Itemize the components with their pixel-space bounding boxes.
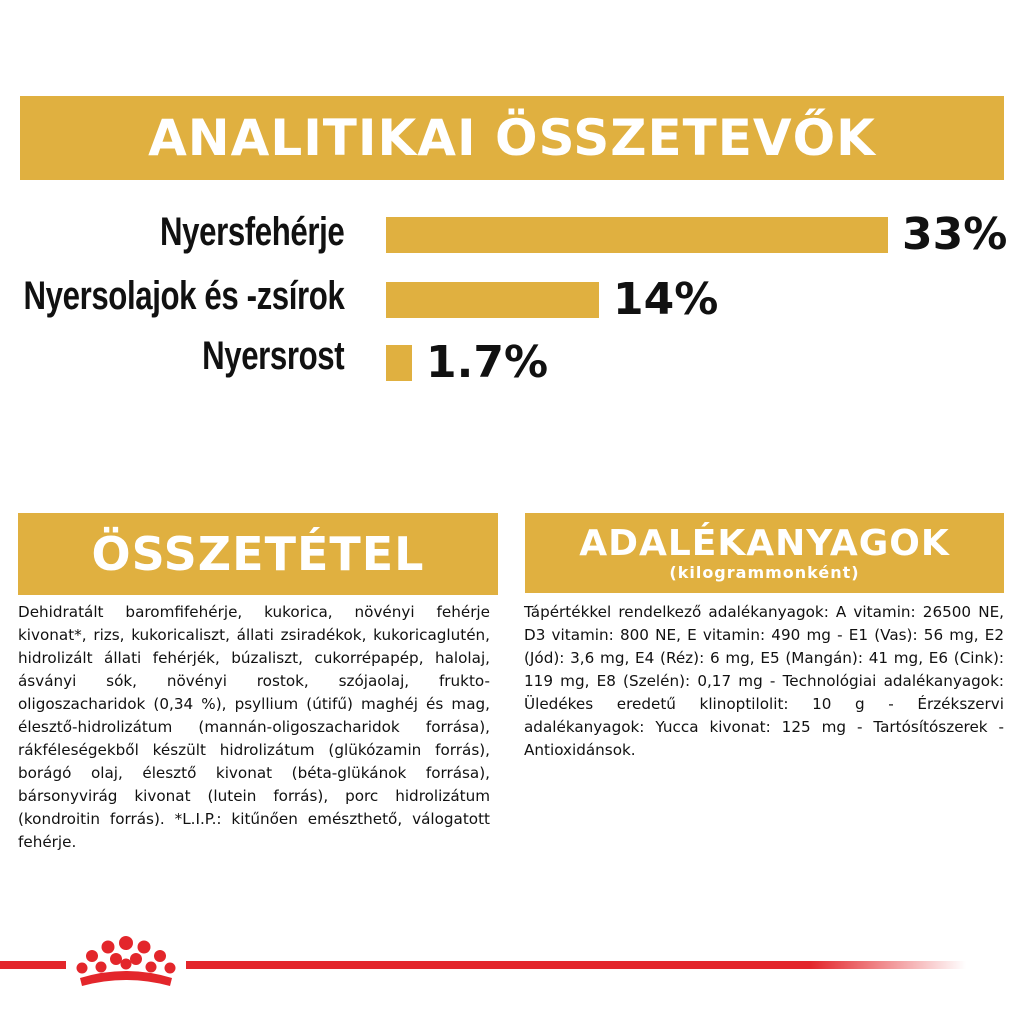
additives-banner (525, 513, 1004, 593)
composition-heading: ÖSSZETÉTEL (91, 527, 425, 581)
composition-text: Dehidratált baromfifehérje, kukorica, növényi fehérje kivonat*, rizs, kukoricaliszt, állati zsiradékok, kukoricaglutén, hidrolizált állati fehérjék, búzaliszt, cukorrépapép, halolaj, ásványi sók, növényi rostok, szójaolaj, frukto-oligoszacharidok (0,34 %), psyllium (útifű) maghéj és mag, élesztő-hidrolizátum (mannán-oligoszacharidok forrása), rákféleségekből készült hidrolizátum (glükózamin forrás), borágó olaj, élesztő kivonat (béta-glükánok forrása), bársonyvirág kivonat (lutein forrás), porc hidrolizátum (kondroitin forrás). *L.I.P.: kitűnően emészthető, válogatott fehérje. (18, 603, 490, 851)
category-label: Nyersrost (201, 334, 344, 378)
footer-red-line-right (186, 961, 966, 969)
footer-red-line-left (0, 961, 66, 969)
value-label: 33% (902, 209, 1008, 260)
value-label: 1.7% (426, 337, 549, 388)
crown-logo-icon (70, 934, 182, 994)
additives-subheading: (kilogrammonként) (669, 563, 860, 582)
page-title: ANALITIKAI ÖSSZETEVŐK (148, 109, 876, 167)
bar (386, 282, 599, 318)
value-label: 14% (613, 274, 719, 325)
title-banner (20, 96, 1004, 180)
bar (386, 345, 412, 381)
category-label: Nyersfehérje (159, 210, 344, 254)
category-label: Nyersolajok és -zsírok (23, 274, 344, 318)
composition-banner (18, 513, 498, 595)
bar (386, 217, 888, 253)
additives-heading: ADALÉKANYAGOK (579, 523, 950, 564)
additives-text: Tápértékkel rendelkező adalékanyagok: A vitamin: 26500 NE, D3 vitamin: 800 NE, E vitamin: 490 mg - E1 (Vas): 56 mg, E2 (Jód): 3,6 mg, E4 (Réz): 6 mg, E5 (Mangán): 41 mg, E6 (Cink): 119 mg, E8 (Szelén): 0,17 mg - Technológiai adalékanyagok: Üledékes eredetű klinoptilolit: 10 g - Érzékszervi adalékanyagok: Yucca kivonat: 125 mg - Tartósítószerek - Antioxidánsok. (524, 603, 1004, 759)
